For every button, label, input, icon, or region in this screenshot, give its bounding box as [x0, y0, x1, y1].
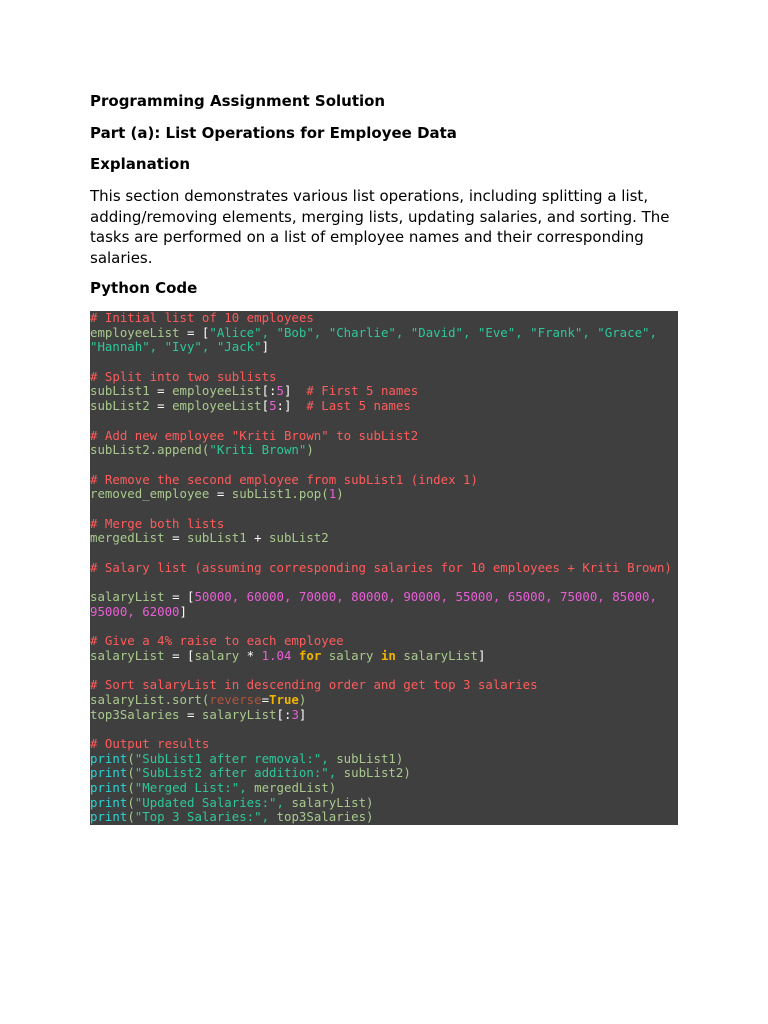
- code-line: [90, 737, 678, 752]
- code-token: # Add new employee "Kriti Brown" to subList2: [90, 427, 419, 443]
- code-token: ]: [298, 706, 307, 722]
- code-token: ): [336, 486, 344, 502]
- code-token: salaryList: [403, 647, 478, 663]
- code-line: [90, 708, 678, 723]
- code-token: subList2: [90, 398, 158, 414]
- code-token: subList1.pop(: [231, 486, 329, 502]
- explanation-paragraph: This section demonstrates various list operations, including splitting a list, adding/removing elements, merging lists, updating salaries, and sorting. The tasks are performed on a list of employee names and their corresponding salaries.: [90, 187, 670, 268]
- explanation-heading: Explanation: [90, 155, 191, 173]
- code-line: [90, 517, 678, 532]
- document-title: Programming Assignment Solution: [90, 92, 386, 110]
- code-line: [90, 429, 678, 444]
- code-token: "Alice", "Bob", "Charlie", "David", "Eve", "Frank", "Grace",: [209, 324, 657, 340]
- code-token: (: [127, 765, 135, 781]
- code-line: [90, 414, 678, 429]
- code-token: reverse: [209, 691, 262, 707]
- code-token: salaryList: [201, 706, 277, 722]
- code-token: 1.04: [261, 647, 299, 663]
- code-token: subList2: [269, 530, 329, 546]
- code-token: # Give a 4% raise to each employee: [90, 633, 344, 649]
- code-token: (: [127, 809, 135, 825]
- code-token: subList2.append(: [90, 442, 210, 458]
- code-token: ]: [477, 647, 486, 663]
- code-line: [90, 781, 678, 796]
- code-line: [90, 605, 678, 620]
- code-token: for: [298, 647, 329, 663]
- code-token: # Merge both lists: [90, 515, 225, 531]
- code-line: [90, 458, 678, 473]
- code-line: [90, 678, 678, 693]
- code-line: [90, 590, 678, 605]
- code-token: employeeList: [172, 383, 262, 399]
- code-line: [90, 752, 678, 767]
- code-token: = [: [186, 324, 210, 340]
- code-token: salaryList): [291, 794, 374, 810]
- code-line: [90, 810, 678, 825]
- code-token: :]: [276, 398, 307, 414]
- code-token: top3Salaries): [276, 809, 374, 825]
- code-line: [90, 355, 678, 370]
- code-token: # Initial list of 10 employees: [90, 311, 314, 325]
- code-token: # Remove the second employee from subList1 (index 1): [90, 471, 478, 487]
- code-token: =: [157, 383, 173, 399]
- code-line: [90, 311, 678, 326]
- code-token: "SubList1 after removal:",: [134, 750, 337, 766]
- code-token: # Sort salaryList in descending order and get top 3 salaries: [90, 677, 538, 693]
- code-block: [90, 311, 678, 825]
- code-token: +: [254, 530, 270, 546]
- code-token: "Merged List:",: [134, 780, 255, 795]
- code-line: [90, 722, 678, 737]
- code-token: # Output results: [90, 735, 210, 751]
- code-token: [: [261, 398, 270, 414]
- code-token: =: [172, 530, 187, 546]
- code-token: salaryList: [90, 589, 173, 605]
- code-token: = [: [172, 647, 195, 663]
- code-line: [90, 634, 678, 649]
- code-token: ]: [283, 383, 307, 399]
- code-token: "Hannah", "Ivy", "Jack": [90, 339, 262, 355]
- code-token: (: [127, 780, 135, 795]
- code-token: subList1: [186, 530, 255, 546]
- code-token: mergedList): [254, 780, 337, 795]
- code-token: subList1: [90, 383, 158, 399]
- code-token: # First 5 names: [306, 383, 419, 399]
- code-token: True: [269, 691, 299, 707]
- code-token: ): [298, 691, 307, 707]
- code-token: "Kriti Brown": [209, 442, 307, 458]
- code-line: [90, 487, 678, 502]
- code-token: mergedList: [90, 530, 173, 546]
- code-line: [90, 693, 678, 708]
- code-token: subList1): [336, 750, 404, 766]
- code-token: ]: [261, 339, 270, 355]
- code-line: [90, 766, 678, 781]
- code-token: [:: [276, 706, 292, 722]
- code-token: =: [261, 691, 270, 707]
- code-token: salaryList.sort(: [90, 691, 210, 707]
- code-token: "Updated Salaries:",: [134, 794, 292, 810]
- code-token: salary: [328, 647, 381, 663]
- code-listing: [90, 311, 678, 825]
- code-token: # Salary list (assuming corresponding salaries for 10 employees + Kriti Brown): [90, 559, 672, 575]
- code-line: [90, 664, 678, 679]
- code-token: print: [90, 780, 128, 795]
- code-heading: Python Code: [90, 279, 198, 297]
- code-line: [90, 575, 678, 590]
- code-token: (: [127, 750, 135, 766]
- code-token: (: [127, 794, 135, 810]
- code-line: [90, 384, 678, 399]
- code-line: [90, 340, 678, 355]
- code-token: =: [186, 706, 202, 722]
- code-line: [90, 473, 678, 488]
- code-token: salary: [194, 647, 247, 663]
- code-token: *: [246, 647, 262, 663]
- code-token: =: [216, 486, 232, 502]
- code-line: [90, 443, 678, 458]
- code-token: [:: [261, 383, 277, 399]
- code-token: = [: [172, 589, 195, 605]
- code-token: 95000, 62000: [90, 603, 180, 619]
- code-token: 50000, 60000, 70000, 80000, 90000, 55000, 65000, 75000, 85000,: [194, 589, 657, 605]
- code-token: "SubList2 after addition:",: [134, 765, 344, 781]
- code-token: employeeList: [90, 324, 187, 340]
- code-token: ]: [179, 603, 187, 619]
- code-token: top3Salaries: [90, 706, 187, 722]
- code-line: [90, 546, 678, 561]
- code-token: subList2): [343, 765, 411, 781]
- code-line: [90, 326, 678, 341]
- code-token: 5: [269, 398, 277, 414]
- code-line: [90, 561, 678, 576]
- code-token: print: [90, 750, 128, 766]
- code-token: 3: [291, 706, 299, 722]
- code-token: print: [90, 794, 128, 810]
- code-line: [90, 649, 678, 664]
- code-token: "Top 3 Salaries:",: [134, 809, 277, 825]
- code-token: 1: [328, 486, 337, 502]
- code-line: [90, 502, 678, 517]
- code-token: print: [90, 765, 128, 781]
- code-token: print: [90, 809, 128, 825]
- code-line: [90, 370, 678, 385]
- code-token: # Split into two sublists: [90, 368, 277, 384]
- code-line: [90, 399, 678, 414]
- code-token: employeeList: [172, 398, 262, 414]
- part-heading: Part (a): List Operations for Employee Data: [90, 124, 457, 142]
- code-line: [90, 619, 678, 634]
- code-token: ): [306, 442, 314, 458]
- code-token: 5: [276, 383, 284, 399]
- code-token: salaryList: [90, 647, 173, 663]
- code-line: [90, 531, 678, 546]
- code-token: # Last 5 names: [306, 398, 411, 414]
- code-token: removed_employee: [90, 486, 217, 502]
- code-token: in: [380, 647, 404, 663]
- code-token: =: [157, 398, 173, 414]
- code-line: [90, 796, 678, 811]
